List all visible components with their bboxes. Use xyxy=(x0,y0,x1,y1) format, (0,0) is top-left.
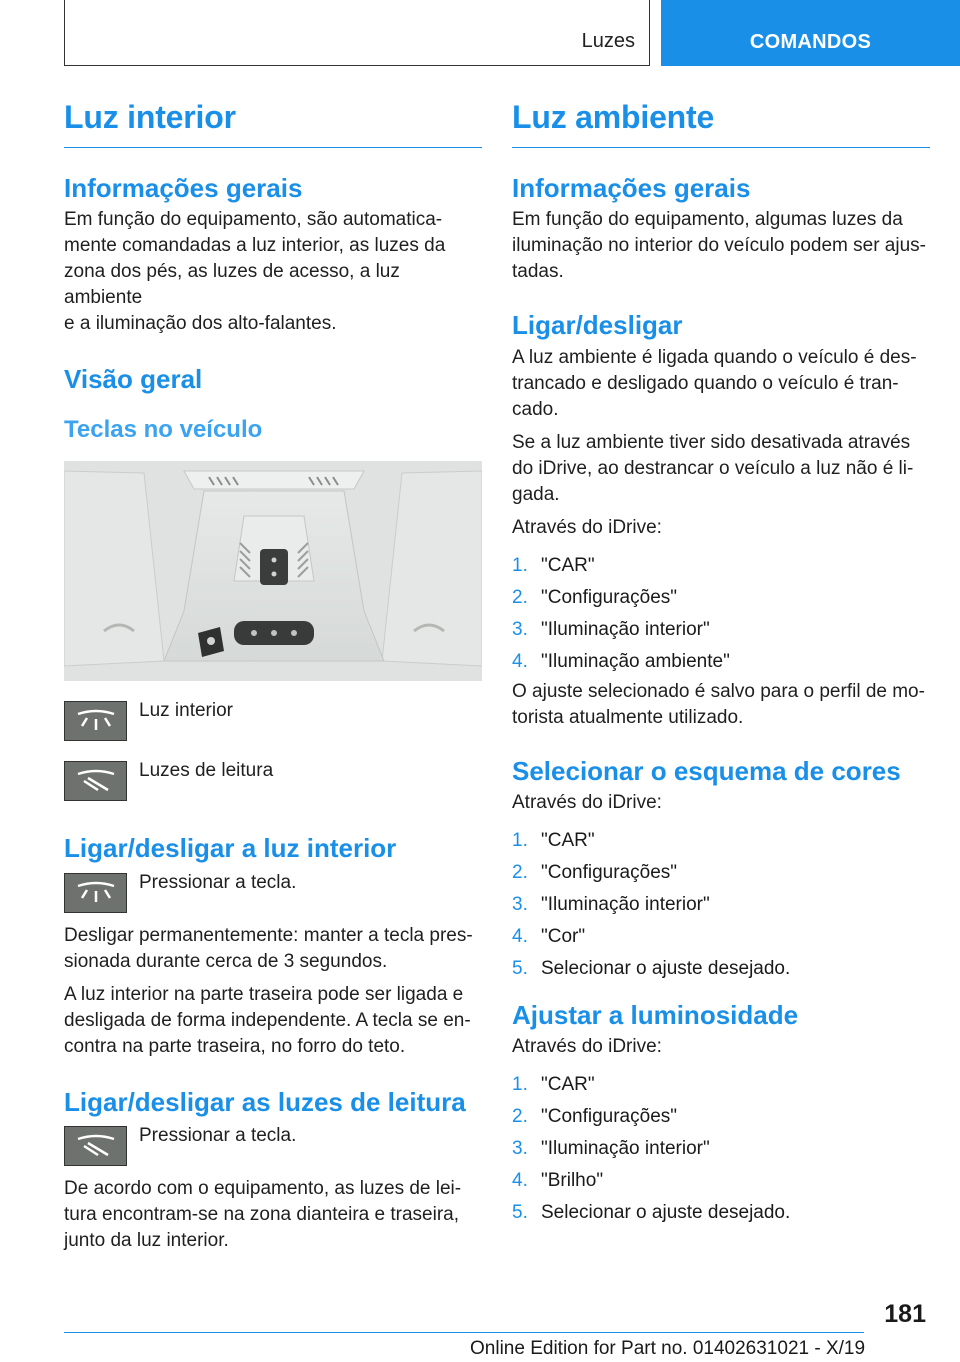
paragraph-informacoes-gerais-ambiente: Em função do equipamento, algumas luzes da iluminação no interior do veículo podem ser ajus- tadas. xyxy=(512,209,926,283)
list-item: 5. Selecionar o ajuste desejado. xyxy=(512,957,791,979)
paragraph-luzes-leitura: De acordo com o equipamento, as luzes de lei- tura encontram-se na zona dianteira e traseira, junto da luz interior. xyxy=(64,1177,462,1251)
heading-ligar-desligar-luzes-leitura: Ligar/desligar as luzes de leitura xyxy=(64,1086,466,1117)
reading-light-icon xyxy=(64,1126,127,1166)
key-label-interior-light: Luz interior xyxy=(139,700,233,722)
list-item: 3. "Iluminação interior" xyxy=(512,618,710,640)
heading-ligar-desligar: Ligar/desligar xyxy=(512,310,683,341)
list-item: 3. "Iluminação interior" xyxy=(512,1137,710,1159)
key-press-text-reading: Pressionar a tecla. xyxy=(139,1124,297,1146)
heading-informacoes-gerais: Informações gerais xyxy=(64,173,303,204)
list-item: 5. Selecionar o ajuste desejado. xyxy=(512,1201,791,1223)
list-item: 2. "Configurações" xyxy=(512,861,678,883)
steps-list-cores xyxy=(512,828,930,982)
reading-light-icon xyxy=(64,761,127,801)
roof-console-photo xyxy=(64,461,482,681)
key-press-text-interior: Pressionar a tecla. xyxy=(139,871,297,893)
interior-light-icon xyxy=(64,873,127,913)
page-number: 181 xyxy=(884,1300,926,1328)
heading-informacoes-gerais-ambiente: Informações gerais xyxy=(512,173,751,204)
heading-ligar-desligar-luz-interior: Ligar/desligar a luz interior xyxy=(64,833,397,864)
subheading-teclas-no-veiculo: Teclas no veículo xyxy=(64,415,263,443)
roof-console-illustration xyxy=(64,461,482,681)
interior-light-icon xyxy=(64,701,127,741)
heading-ajustar-luminosidade: Ajustar a luminosidade xyxy=(512,999,799,1030)
list-item: 2. "Configurações" xyxy=(512,1105,678,1127)
list-item: 1. "CAR" xyxy=(512,829,595,851)
heading-esquema-cores: Selecionar o esquema de cores xyxy=(512,755,901,786)
paragraph-atraves-idrive-2: Através do iDrive: xyxy=(512,791,662,813)
list-item: 4. "Brilho" xyxy=(512,1169,604,1191)
heading-visao-geral: Visão geral xyxy=(64,364,203,395)
key-label-reading-light: Luzes de leitura xyxy=(139,760,274,782)
paragraph-ajuste-perfil: O ajuste selecionado é salvo para o perfil de mo- torista atualmente utilizado. xyxy=(512,680,925,728)
steps-list-luminosidade xyxy=(512,1072,930,1226)
paragraph-ligada-destrancado: A luz ambiente é ligada quando o veículo é des- trancado e desligado quando o veículo é tran- cado. xyxy=(512,346,917,420)
paragraph-desligar-permanentemente: Desligar permanentemente: manter a tecla pres- sionada durante cerca de 3 segundos. xyxy=(64,924,473,972)
header-section-title: Luzes xyxy=(581,30,635,52)
paragraph-informacoes-gerais: Em função do equipamento, são automatica- mente comandadas a luz interior, as luzes da zona dos pés, as luzes de acesso, a luz ambiente e a iluminação dos alto-falantes. xyxy=(64,209,446,335)
list-item: 2. "Configurações" xyxy=(512,586,678,608)
list-item: 3. "Iluminação interior" xyxy=(512,893,710,915)
left-column xyxy=(64,100,482,1254)
list-item: 1. "CAR" xyxy=(512,554,595,576)
key-row-interior-light-press xyxy=(64,873,482,913)
steps-list-ambiente xyxy=(512,553,930,675)
paragraph-atraves-idrive-3: Através do iDrive: xyxy=(512,1035,662,1057)
list-item: 4. "Iluminação ambiente" xyxy=(512,650,730,672)
key-row-reading-light-press xyxy=(64,1126,482,1166)
header-chapter-tab xyxy=(661,0,960,66)
section-title-luz-interior: Luz interior xyxy=(64,100,482,148)
paragraph-atraves-idrive-1: Através do iDrive: xyxy=(512,516,662,538)
paragraph-luz-traseira: A luz interior na parte traseira pode ser ligada e desligada de forma independente. A tecla se en- contra na parte traseira, no forro do teto. xyxy=(64,983,471,1057)
key-row-interior-light xyxy=(64,701,482,741)
key-row-reading-light xyxy=(64,761,482,801)
footer-edition: Online Edition for Part no. 01402631021 - X/19 xyxy=(470,1338,866,1359)
paragraph-desativada-idrive: Se a luz ambiente tiver sido desativada através do iDrive, ao destrancar o veículo a luz não é li- gada. xyxy=(512,431,914,505)
footer-divider xyxy=(64,1332,864,1333)
header-chapter-title: COMANDOS xyxy=(749,31,872,53)
right-column xyxy=(512,100,930,1232)
section-title-luz-ambiente: Luz ambiente xyxy=(512,100,930,148)
list-item: 4. "Cor" xyxy=(512,925,586,947)
list-item: 1. "CAR" xyxy=(512,1073,595,1095)
header-section-box xyxy=(64,0,650,66)
